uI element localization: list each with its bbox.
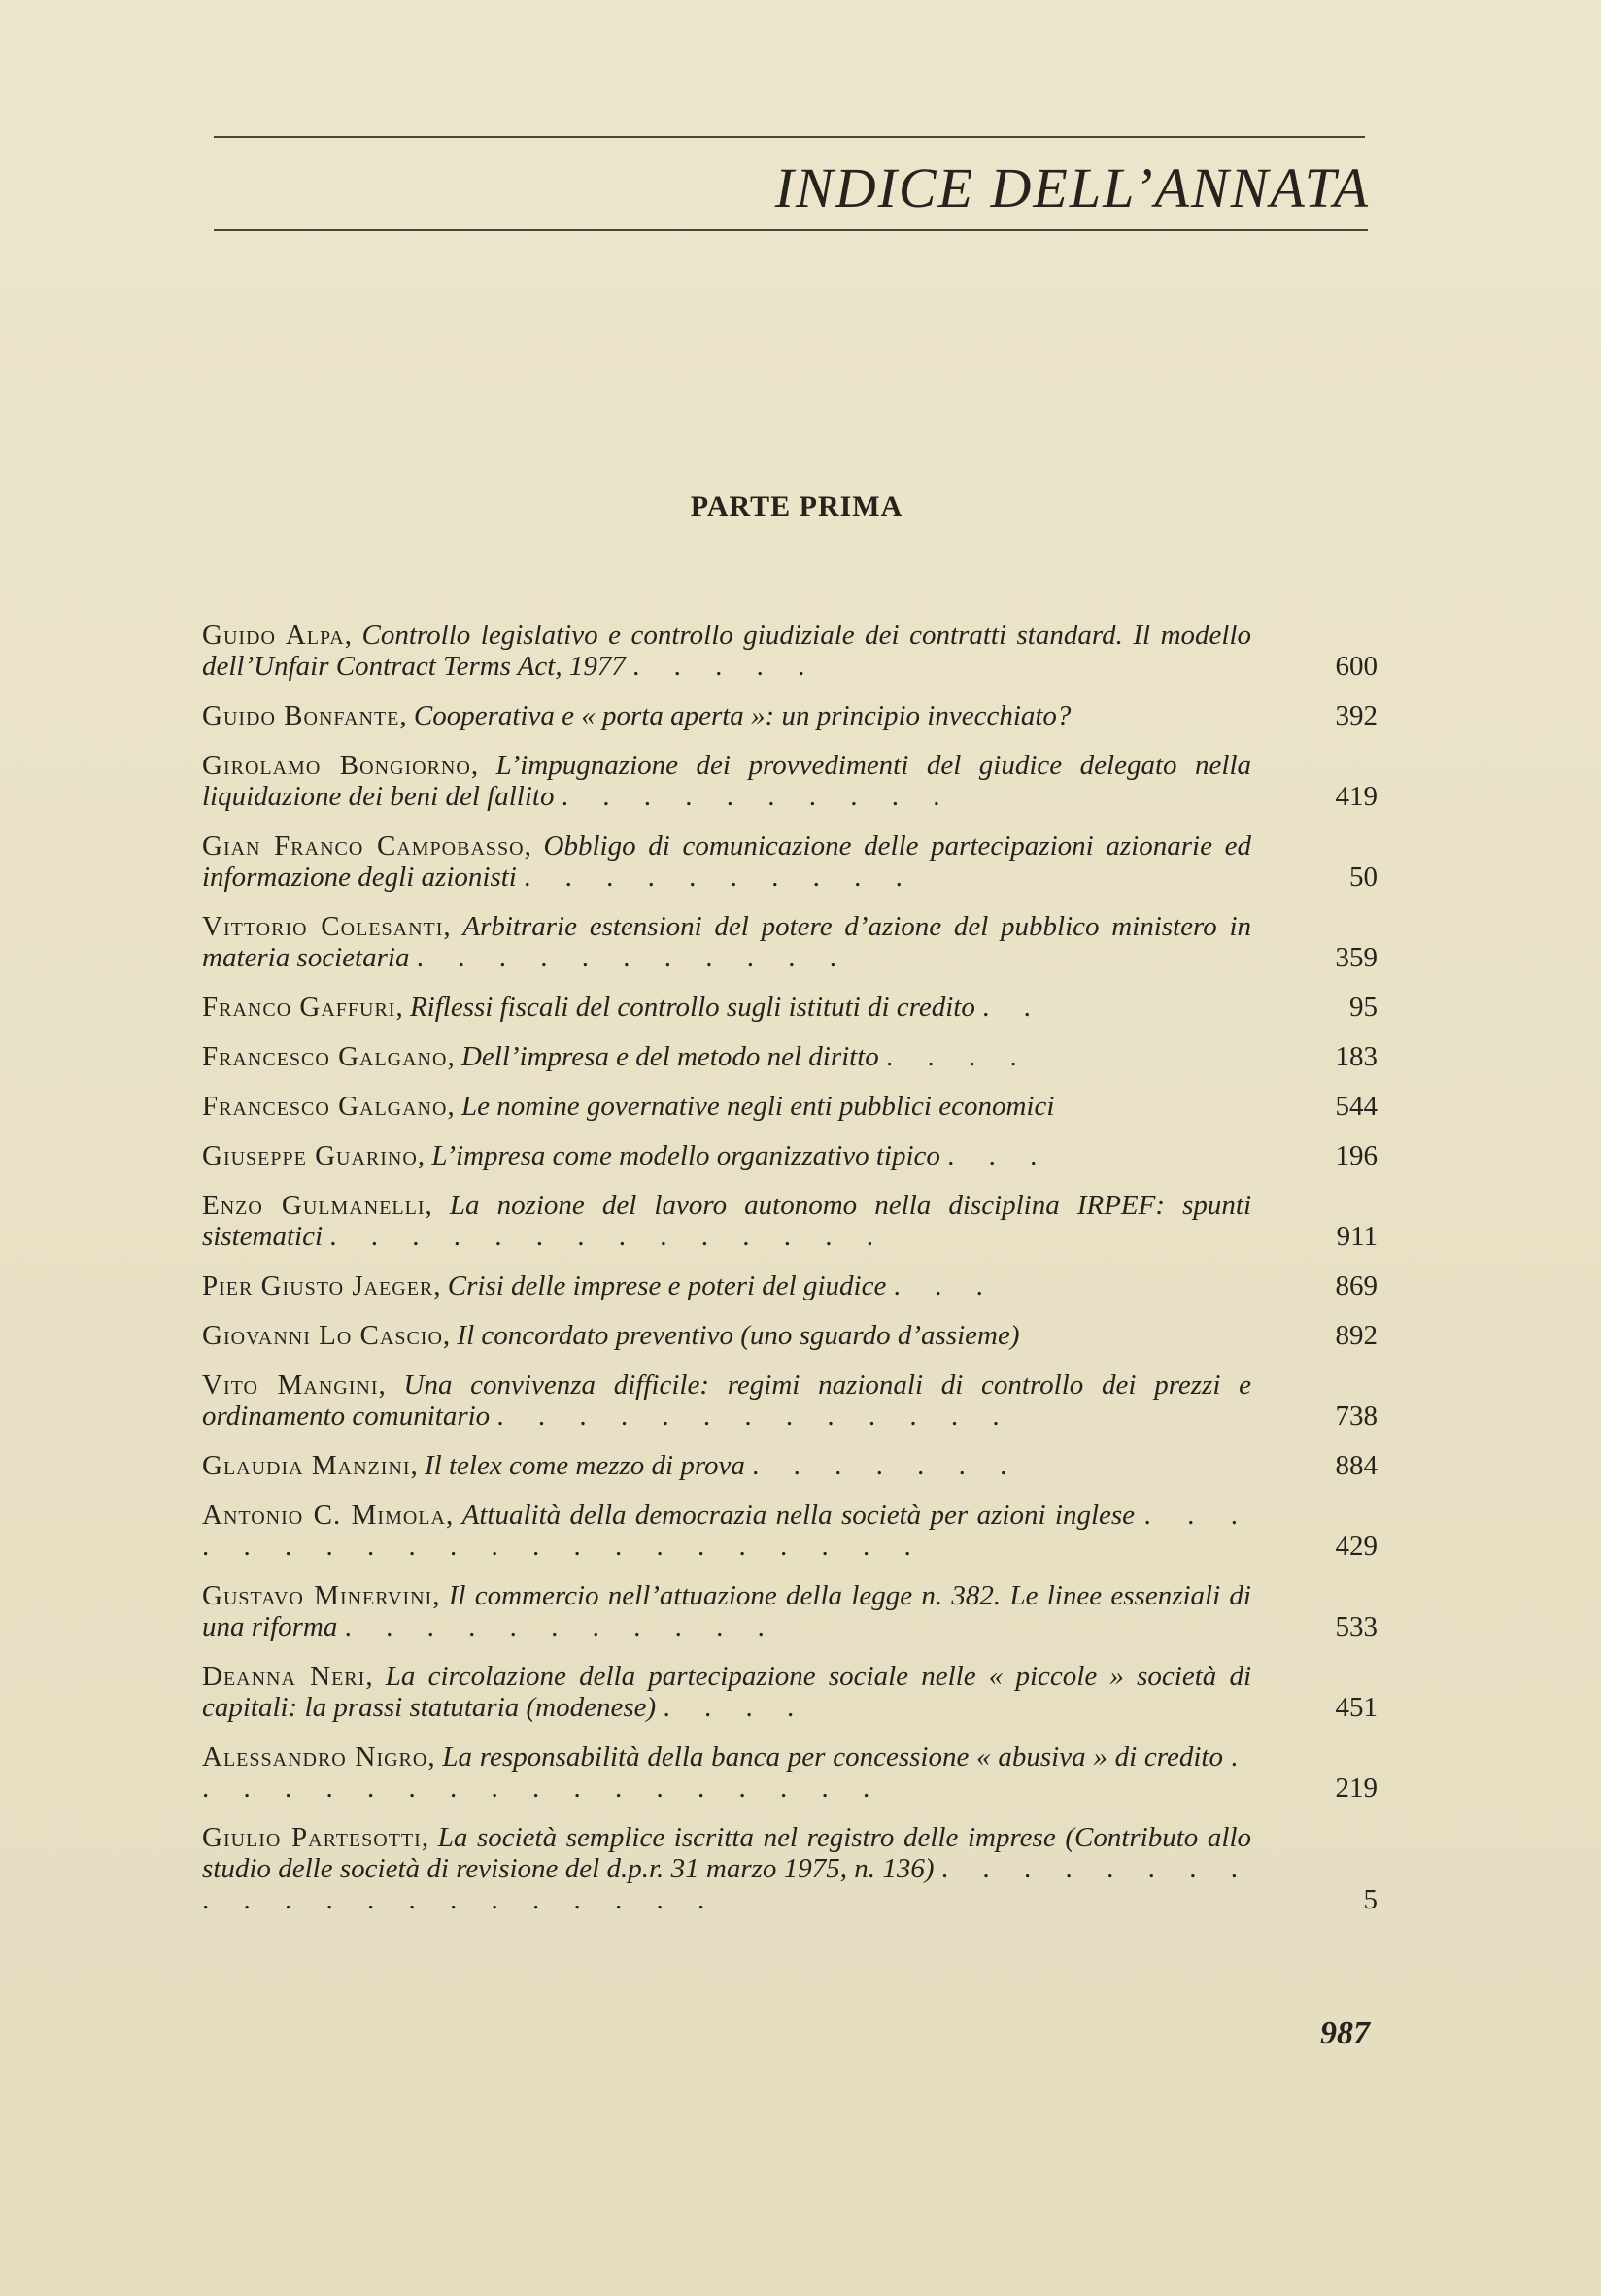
entry-title: La responsabilità della banca per concessione « abusiva » di credito [442,1741,1223,1773]
entry-author: Vito Mangini [202,1369,379,1401]
entry-page: 533 [1335,1611,1378,1642]
dot-leader: . . . . . . . . . . . [416,942,850,973]
dot-leader: . . . . . . . . . . . . . . . . . . [202,1741,1251,1804]
entry-title: Il commercio nell’attuazione della legge n. 382. Le linee essenziali di una riforma [202,1580,1251,1642]
index-entry [202,750,1378,812]
entry-author: Deanna Neri [202,1661,366,1692]
entry-author: Giovanni Lo Cascio [202,1320,443,1351]
dot-leader: . . . . [663,1692,808,1723]
entry-title: Controllo legislativo e controllo giudiziale dei contratti standard. Il modello dell’Unfair Contract Terms Act, 1977 [202,620,1252,682]
entry-page: 196 [1335,1140,1378,1171]
entry-author: Antonio C. Mimola [202,1500,446,1531]
entry-page: 219 [1335,1773,1378,1804]
dot-leader: . . . . . . . . . . . . . . . . . . . . . [202,1853,1251,1915]
index-entry [202,1741,1378,1804]
entry-author: Guido Bonfante [202,700,400,731]
index-entry [202,1822,1378,1915]
entry-text: Francesco Galgano, Dell’impresa e del metodo nel diritto . . . . [202,1041,1031,1072]
entry-text: Gian Franco Campobasso, Obbligo di comunicazione delle partecipazioni azionarie ed informazione degli azionisti . . . . . . . . . . [202,830,1251,893]
entry-text: Vito Mangini, Una convivenza difficile: regimi nazionali di controllo dei prezzi e ordinamento comunitario . . . . . . . . . . . . . [202,1369,1252,1432]
index-list [202,620,1378,1934]
entry-page: 183 [1335,1041,1378,1072]
index-entry [202,830,1378,893]
entry-page: 738 [1335,1401,1378,1432]
dot-leader: . . . . . [632,651,819,682]
entry-author: Pier Giusto Jaeger [202,1270,434,1301]
entry-author: Francesco Galgano [202,1041,448,1072]
entry-text: Francesco Galgano, Le nomine governative negli enti pubblici economici [202,1091,1055,1122]
entry-text: Giovanni Lo Cascio, Il concordato preventivo (uno sguardo d’assieme) [202,1320,1020,1351]
entry-text: Gustavo Minervini, Il commercio nell’attuazione della legge n. 382. Le linee essenziali di una riforma . . . . . . . . . . . [202,1580,1251,1642]
entry-title: Il telex come mezzo di prova [425,1450,745,1481]
entry-author: Enzo Gulmanelli [202,1190,426,1221]
entry-title: L’impugnazione dei provvedimenti del giudice delegato nella liquidazione dei beni del fallito [202,750,1252,812]
entry-text: Glaudia Manzini, Il telex come mezzo di prova . . . . . . . [202,1450,1021,1481]
entry-title: Riflessi fiscali del controllo sugli istituti di credito [409,992,975,1023]
dot-leader: . . . . . . . . . . [524,861,916,893]
entry-author: Glaudia Manzini [202,1450,411,1481]
index-entry [202,911,1378,973]
index-entry [202,1580,1378,1642]
entry-text: Antonio C. Mimola, Attualità della democrazia nella società per azioni inglese . . . . . . . . . . . . . . . . . . . . . [202,1500,1252,1562]
entry-text: Giulio Partesotti, La società semplice iscritta nel registro delle imprese (Contributo allo studio delle società di revisione del d.p.r. 31 marzo 1975, n. 136) . . . . . . . . . . . . . . . . . . . . . [202,1822,1252,1915]
entry-title: Il concordato preventivo (uno sguardo d’assieme) [457,1320,1020,1351]
index-entry [202,1270,1378,1301]
dot-leader: . . . . . . . . . . . . . . [329,1221,888,1252]
entry-text: Vittorio Colesanti, Arbitrarie estensioni del potere d’azione del pubblico ministero in materia societaria . . . . . . . . . . . [202,911,1252,973]
top-rule [214,136,1365,138]
entry-page: 392 [1335,700,1378,731]
entry-text: Alessandro Nigro, La responsabilità della banca per concessione « abusiva » di credito . . . . . . . . . . . . . . . . . . [202,1741,1251,1804]
dot-leader: . . . [947,1140,1051,1171]
entry-author: Gian Franco Campobasso [202,830,525,861]
entry-author: Francesco Galgano [202,1091,448,1122]
entry-title: La circolazione della partecipazione sociale nelle « piccole » società di capitali: la prassi statutaria (modenese) [202,1661,1252,1723]
entry-page: 451 [1335,1692,1378,1723]
dot-leader: . . . [893,1270,997,1301]
entry-title: Attualità della democrazia nella società per azioni inglese [461,1500,1136,1531]
entry-page: 892 [1335,1320,1378,1351]
entry-title: Obbligo di comunicazione delle partecipazioni azionarie ed informazione degli azionisti [202,830,1251,893]
dot-leader: . . . . . . . . . . . . . . . . . . . . . [202,1500,1252,1562]
entry-author: Alessandro Nigro [202,1741,428,1773]
dot-leader: . . . . [886,1041,1031,1072]
index-entry [202,1500,1378,1562]
entry-author: Gustavo Minervini [202,1580,433,1611]
entry-page: 544 [1335,1091,1378,1122]
index-entry [202,1661,1378,1723]
index-entry [202,1140,1378,1171]
entry-author: Vittorio Colesanti [202,911,444,942]
entry-title: Una convivenza difficile: regimi nazionali di controllo dei prezzi e ordinamento comunitario [202,1369,1252,1432]
entry-title: Cooperativa e « porta aperta »: un principio invecchiato? [413,700,1072,731]
entry-page: 419 [1335,781,1378,812]
index-entry [202,1320,1378,1351]
entry-page: 5 [1363,1884,1378,1915]
entry-page: 884 [1335,1450,1378,1481]
index-entry [202,1041,1378,1072]
dot-leader: . . . . . . . . . . . [344,1611,778,1642]
index-entry [202,620,1378,682]
entry-author: Giuseppe Guarino [202,1140,418,1171]
dot-leader: . . . . . . . . . . . . . [496,1401,1013,1432]
page-number: 987 [1320,2015,1370,2051]
entry-title: Crisi delle imprese e poteri del giudice [447,1270,887,1301]
title-underline [214,229,1368,231]
entry-page: 95 [1349,992,1378,1023]
section-heading: PARTE PRIMA [690,490,903,523]
entry-text: Guido Bonfante, Cooperativa e « porta aperta »: un principio invecchiato? [202,700,1072,731]
entry-page: 359 [1335,942,1378,973]
entry-author: Guido Alpa [202,620,345,651]
entry-title: Dell’impresa e del metodo nel diritto [460,1041,879,1072]
entry-text: Deanna Neri, La circolazione della partecipazione sociale nelle « piccole » società di capitali: la prassi statutaria (modenese) . . . . [202,1661,1252,1723]
entry-title: Le nomine governative negli enti pubblici economici [460,1091,1055,1122]
index-entry [202,1190,1378,1252]
dot-leader: . . . . . . . [752,1450,1021,1481]
page-title: INDICE DELL’ANNATA [774,156,1370,219]
entry-page: 50 [1349,861,1378,893]
index-entry [202,700,1378,731]
entry-title: L’impresa come modello organizzativo tipico [431,1140,940,1171]
entry-title: La società semplice iscritta nel registro delle imprese (Contributo allo studio delle società di revisione del d.p.r. 31 marzo 1975, n. 136) [202,1822,1252,1884]
entry-author: Girolamo Bongiorno [202,750,471,781]
entry-text: Franco Gaffuri, Riflessi fiscali del controllo sugli istituti di credito . . [202,992,1044,1023]
entry-page: 600 [1335,651,1378,682]
entry-author: Giulio Partesotti [202,1822,422,1853]
entry-title: La nozione del lavoro autonomo nella disciplina IRPEF: spunti sistematici [202,1190,1251,1252]
entry-page: 429 [1335,1531,1378,1562]
entry-page: 869 [1335,1270,1378,1301]
entry-text: Giuseppe Guarino, L’impresa come modello organizzativo tipico . . . [202,1140,1051,1171]
dot-leader: . . . . . . . . . . [561,781,954,812]
entry-text: Girolamo Bongiorno, L’impugnazione dei provvedimenti del giudice delegato nella liquidazione dei beni del fallito . . . . . . . . . . [202,750,1252,812]
entry-author: Franco Gaffuri [202,992,396,1023]
index-entry [202,1369,1378,1432]
index-entry [202,1091,1378,1122]
entry-page: 911 [1336,1221,1378,1252]
entry-text: Guido Alpa, Controllo legislativo e controllo giudiziale dei contratti standard. Il modello dell’Unfair Contract Terms Act, 1977 . . . . . [202,620,1252,682]
index-entry [202,992,1378,1023]
entry-text: Enzo Gulmanelli, La nozione del lavoro autonomo nella disciplina IRPEF: spunti sistematici . . . . . . . . . . . . . . [202,1190,1251,1252]
entry-title: Arbitrarie estensioni del potere d’azione del pubblico ministero in materia societaria [202,911,1252,973]
index-entry [202,1450,1378,1481]
dot-leader: . . [982,992,1044,1023]
entry-text: Pier Giusto Jaeger, Crisi delle imprese e poteri del giudice . . . [202,1270,997,1301]
